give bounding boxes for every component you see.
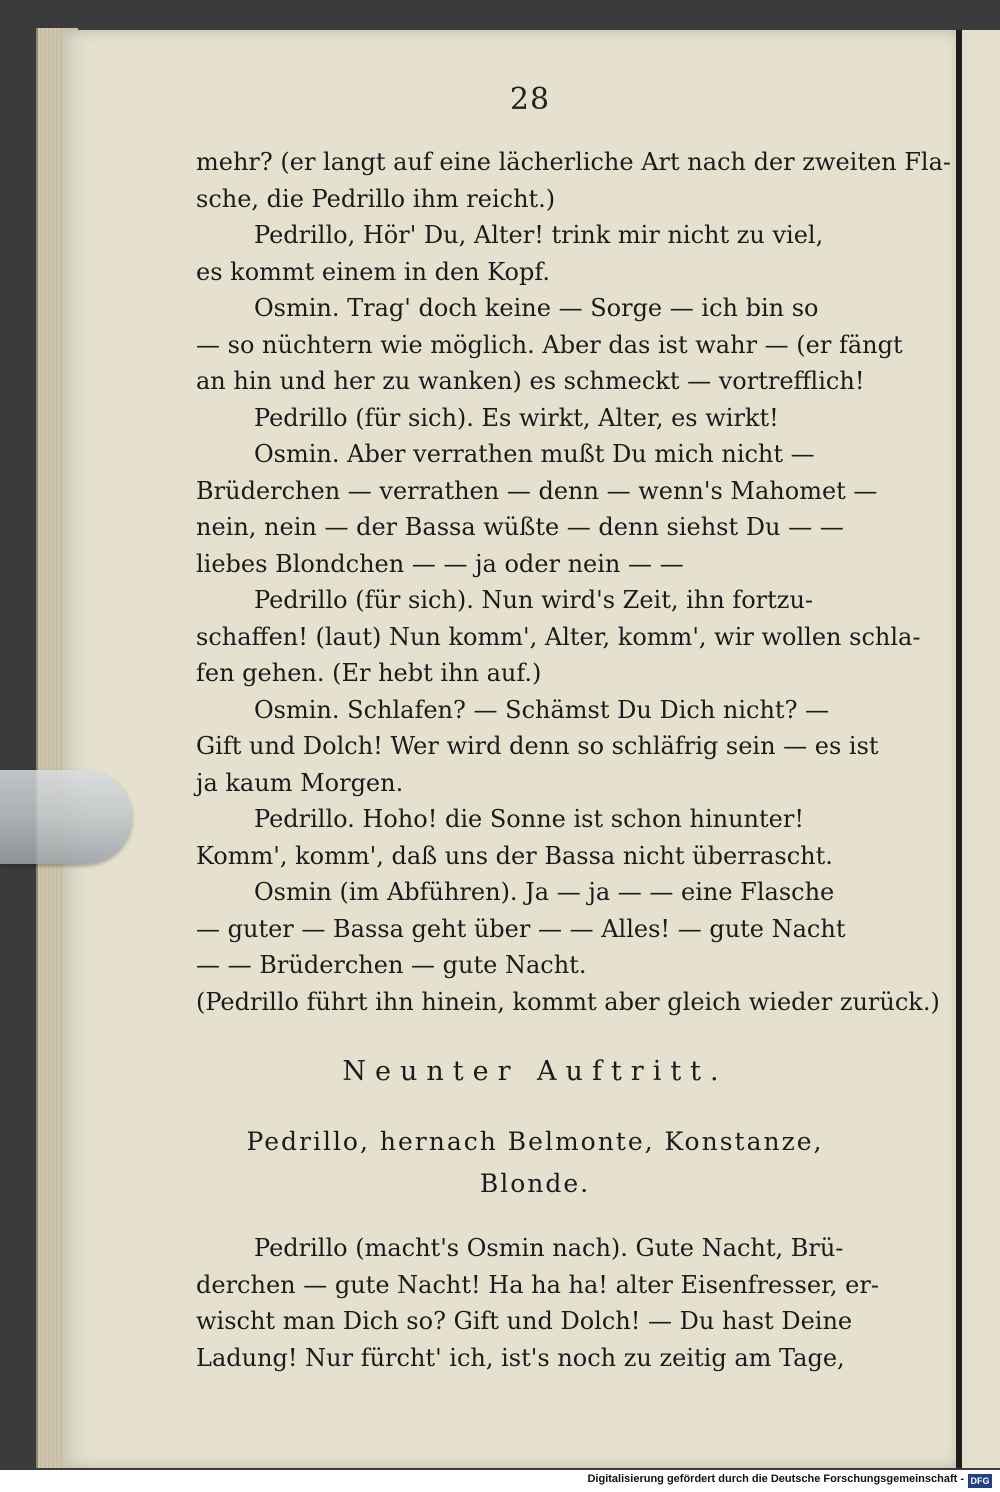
text-line: Ladung! Nur fürcht' ich, ist's noch zu zeitig am Tage, [196,1343,845,1372]
text-line: es kommt einem in den Kopf. [196,257,551,286]
text-line: wischt man Dich so? Gift und Dolch! — Du hast Deine [196,1307,853,1335]
text-line: mehr? (er langt auf eine lächerliche Art nach der zweiten Fla- [196,148,952,176]
text-line: liebes Blondchen — — ja oder nein — — [196,549,684,578]
text-line: sche, die Pedrillo ihm reicht.) [196,184,556,213]
text-line: derchen — gute Nacht! Ha ha ha! alter Eisenfresser, er- [196,1270,879,1299]
text-line: — so nüchtern wie möglich. Aber das ist wahr — (er fängt [196,330,903,359]
text-line: ja kaum Morgen. [196,768,404,797]
page-clip-bookmark [0,770,132,864]
text-line: Pedrillo (für sich). Es wirkt, Alter, es wirkt! [254,403,779,432]
text-line: Pedrillo (macht's Osmin nach). Gute Nacht, Brü- [254,1234,844,1262]
text-line: Osmin. Schlafen? — Schämst Du Dich nicht? — [254,695,830,724]
page-number: 28 [509,82,551,117]
text-line: Osmin (im Abführen). Ja — ja — — eine Flasche [254,878,835,906]
text-line: Gift und Dolch! Wer wird denn so schläfrig sein — es ist [196,732,879,760]
facing-page-edge [958,30,1000,1468]
gutter-shadow [956,30,962,1468]
body-lines [196,144,952,1020]
footer-bar [0,1470,1000,1492]
cast-list-line-1: Pedrillo, hernach Belmonte, Konstanze, [246,1127,824,1156]
spacer [196,1208,874,1230]
text-line: Osmin. Trag' doch keine — Sorge — ich bin so [254,294,819,322]
text-line: schaffen! (laut) Nun komm', Alter, komm', wir wollen schla- [196,622,921,651]
text-line: Pedrillo. Hoho! die Sonne ist schon hinunter! [254,805,804,833]
text-line: Pedrillo (für sich). Nun wird's Zeit, ihn fortzu- [254,586,814,614]
text-line: nein, nein — der Bassa wüßte — denn siehst Du — — [196,513,844,541]
dfg-logo: DFG [968,1474,992,1488]
text-line: Pedrillo, Hör' Du, Alter! trink mir nicht zu viel, [254,221,824,249]
text-line: Brüderchen — verrathen — denn — wenn's Mahomet — [196,476,878,505]
footer-credit: Digitalisierung gefördert durch die Deutsche Forschungsgemeinschaft - [587,1473,964,1485]
text-line: Komm', komm', daß uns der Bassa nicht überrascht. [196,841,833,870]
text-line: Osmin. Aber verrathen mußt Du mich nicht — [254,440,815,468]
cast-list-line-2: Blonde. [479,1169,591,1198]
text-line: an hin und her zu wanken) es schmeckt — vortrefflich! [196,367,865,395]
closing-lines [196,1230,879,1376]
text-line: fen gehen. (Er hebt ihn auf.) [196,659,542,687]
text-line: (Pedrillo führt ihn hinein, kommt aber gleich wieder zurück.) [196,987,940,1016]
page-text [196,144,952,1376]
scene-heading: Neunter Auftritt. [342,1056,728,1087]
text-line: — guter — Bassa geht über — — Alles! — gute Nacht [196,914,846,943]
text-line: — — Brüderchen — gute Nacht. [196,951,587,979]
